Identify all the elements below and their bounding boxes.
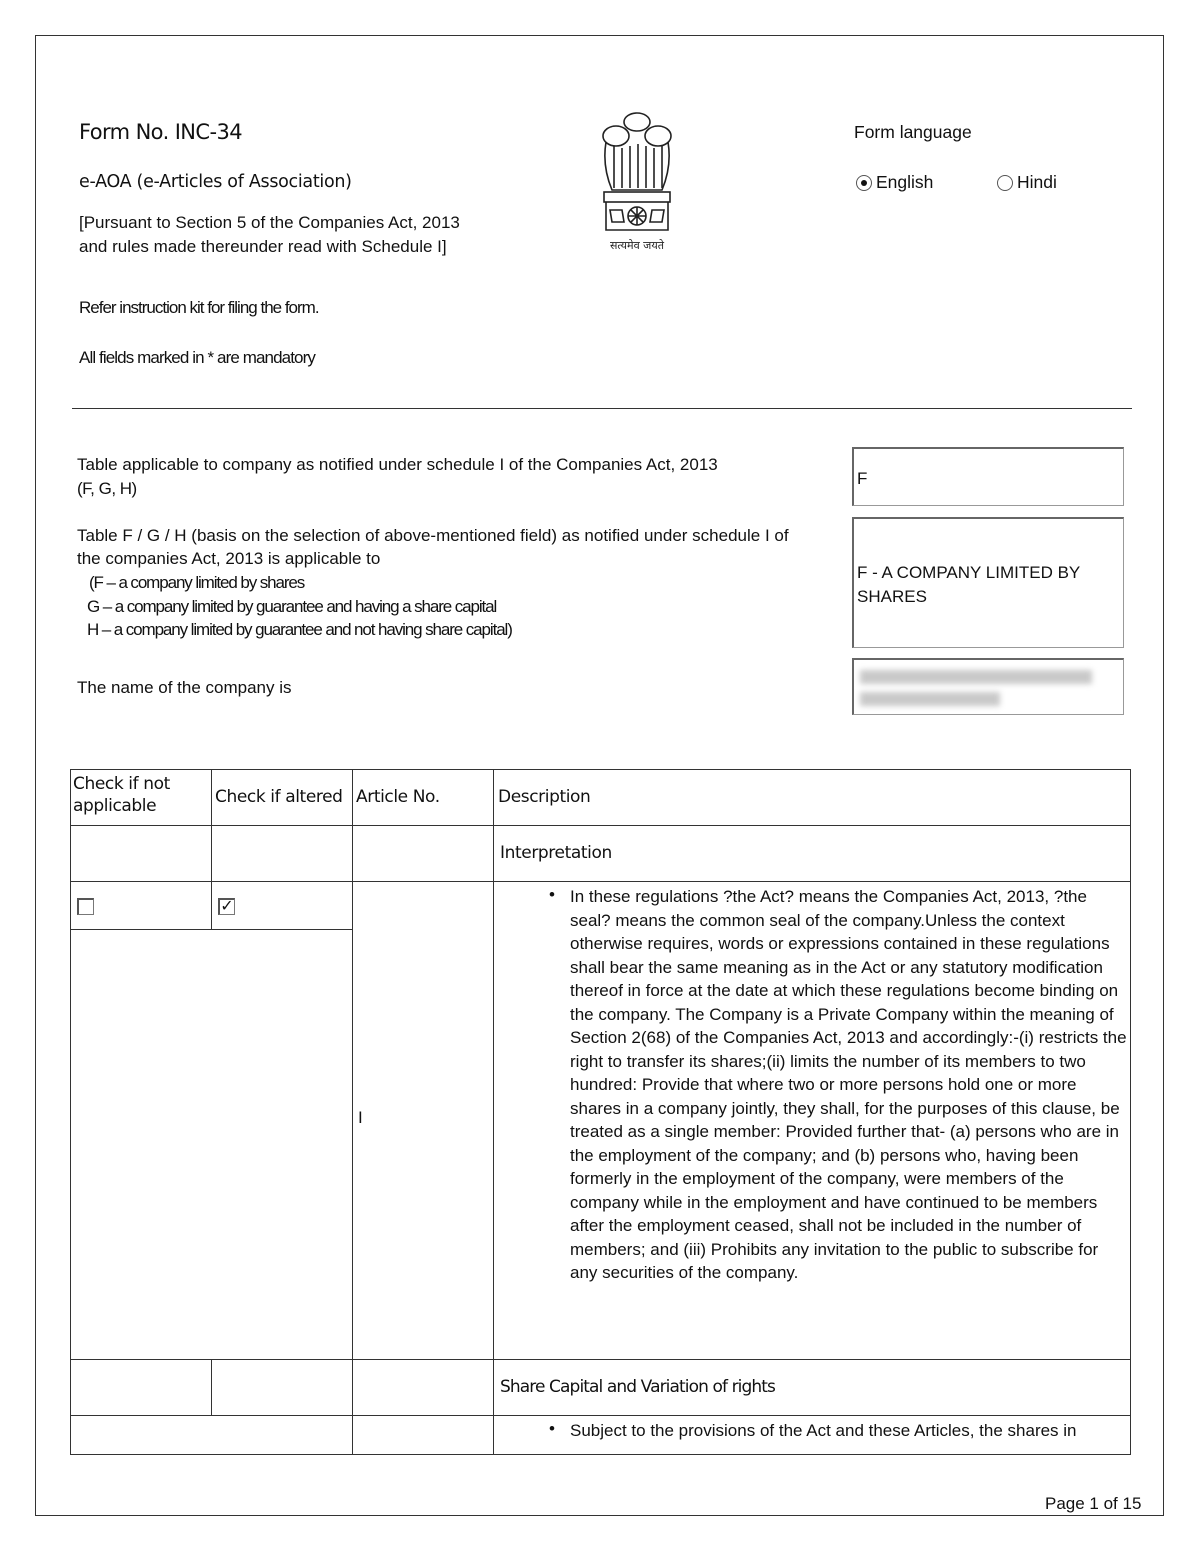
language-option-english-label: English	[876, 172, 934, 192]
table-applicable-options: (F, G, H)	[77, 479, 137, 498]
bullet-icon: •	[549, 885, 555, 904]
emblem-motto: सत्यमेव जयते	[609, 239, 665, 252]
mandatory-note: All fields marked in * are mandatory	[79, 348, 315, 367]
table-fgh-field[interactable]: F - A COMPANY LIMITED BY SHARES	[852, 517, 1124, 648]
language-option-english[interactable]	[856, 172, 933, 193]
pursuant-line-1: [Pursuant to Section 5 of the Companies Act, 2013	[79, 213, 460, 232]
language-option-hindi[interactable]	[997, 172, 1057, 193]
table-fgh-option-g: G – a company limited by guarantee and having a share capital	[87, 597, 497, 616]
form-title: e-AOA (e-Articles of Association)	[79, 172, 352, 192]
table-fgh-label: Table F / G / H (basis on the selection of above-mentioned field) as notified under schedule I of	[77, 526, 789, 545]
redacted-text	[860, 692, 1000, 706]
national-emblem-icon	[592, 106, 682, 256]
section-title-interpretation: Interpretation	[500, 843, 612, 863]
header-description: Description	[498, 787, 591, 807]
table-fgh-option-h: H – a company limited by guarantee and not having share capital)	[87, 620, 512, 639]
table-fgh-label-2: the companies Act, 2013 is applicable to	[77, 549, 381, 568]
form-language-label: Form language	[854, 122, 972, 142]
header-not-applicable: Check if not applicable	[73, 774, 170, 816]
header-divider	[72, 408, 1132, 409]
language-option-hindi-label: Hindi	[1017, 172, 1057, 192]
pursuant-line-2: and rules made thereunder read with Schedule I]	[79, 237, 447, 256]
header-altered: Check if altered	[215, 787, 343, 807]
radio-unselected-icon[interactable]	[997, 175, 1013, 191]
page-number: Page 1 of 15	[1045, 1494, 1142, 1513]
section-title-share-capital: Share Capital and Variation of rights	[500, 1377, 775, 1397]
refer-instruction-text: Refer instruction kit for filing the form.	[79, 298, 319, 317]
article-number: I	[358, 1108, 363, 1127]
company-name-label: The name of the company is	[77, 678, 292, 697]
header-article-no: Article No.	[356, 787, 440, 807]
not-applicable-checkbox[interactable]	[77, 898, 94, 915]
company-name-field[interactable]	[852, 658, 1124, 715]
altered-checkbox[interactable]	[218, 898, 235, 915]
redacted-text	[860, 670, 1092, 684]
table-applicable-field[interactable]: F	[852, 447, 1124, 506]
table-fgh-option-f: (F – a company limited by shares	[89, 573, 305, 592]
checkmark-icon: ✓	[220, 898, 234, 915]
article-description: In these regulations ?the Act? means the Companies Act, 2013, ?the seal? means the common seal of the company.Unless the context otherwise requires, words or expressions contained in these regulations shall bear the same meaning as in the Act or any statutory modification thereof in force at the date at which these regulations become binding on the company. The Company is a Private Company within the meaning of Section 2(68) of the Companies Act, 2013 and accordingly:-(i) restricts the right to transfer its shares;(ii) limits the number of its members to two hundred: Provide that where two or more persons hold one or more shares in a company jointly, they shall, for the purposes of this clause, be treated as a single member: Provided further that- (a) persons who are in the employment of the company; and (b) persons who, having been formerly in the employment of the company, were members of the company while in the employment and have continued to be members after the employment ceased, shall not be included in the number of members; and (iii) Prohibits any invitation to the public to subscribe for any securities of the company.	[570, 887, 1127, 1282]
radio-selected-icon[interactable]	[856, 175, 872, 191]
article-description: Subject to the provisions of the Act and these Articles, the shares in	[570, 1421, 1077, 1440]
bullet-icon: •	[549, 1419, 555, 1438]
form-number: Form No. INC-34	[79, 120, 242, 144]
table-applicable-label: Table applicable to company as notified under schedule I of the Companies Act, 2013	[77, 455, 718, 474]
